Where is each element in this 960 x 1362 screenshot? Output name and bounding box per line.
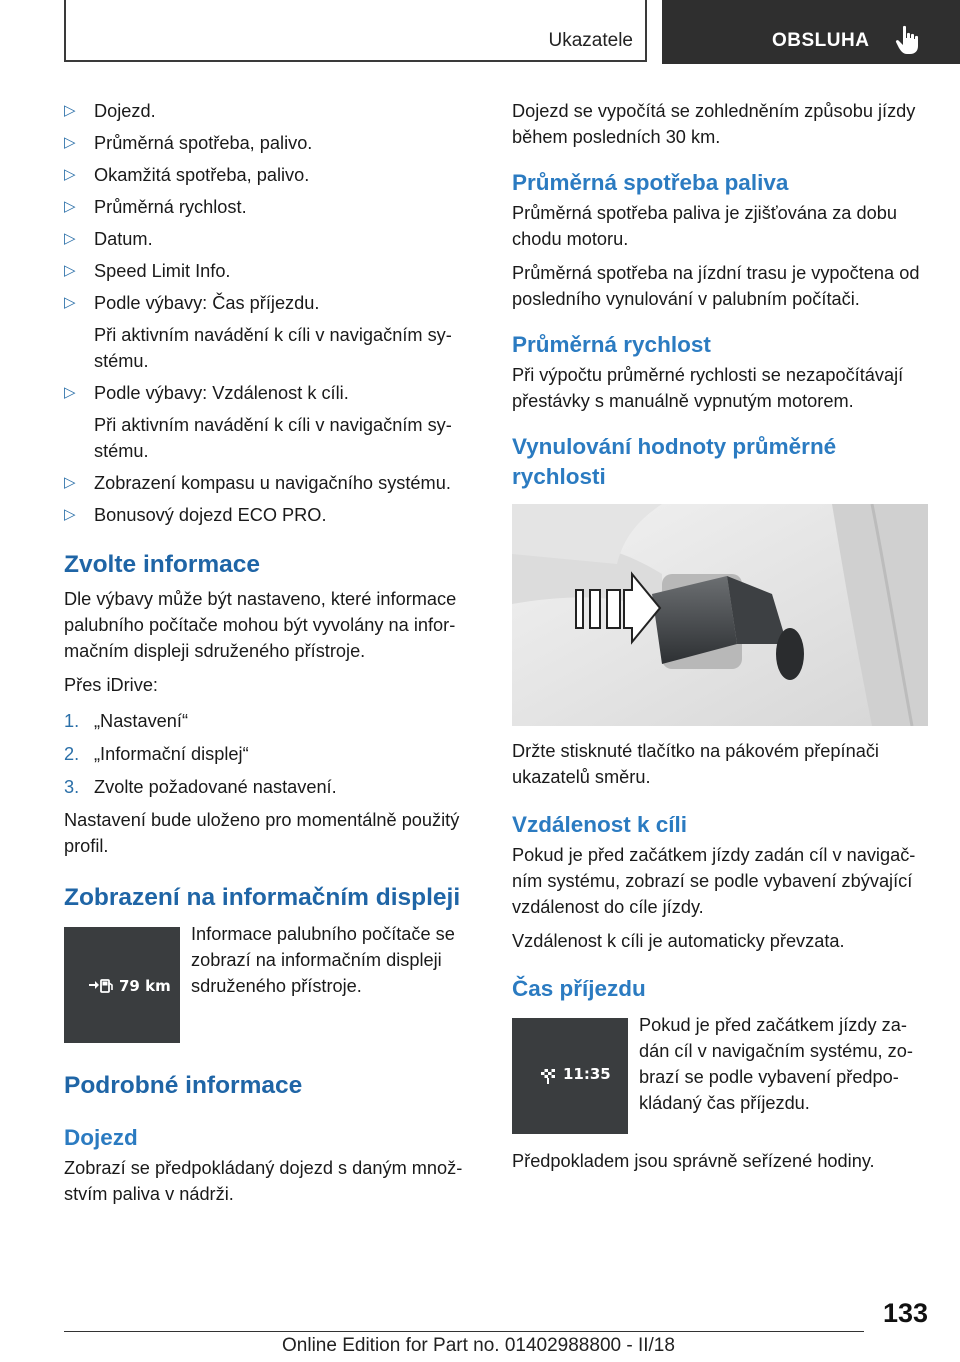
heading-vynulovani: Vynulování hodnoty průměrné rychlosti: [512, 434, 837, 489]
header-chapter-box: [662, 0, 960, 64]
list-item: ▷ Datum.: [64, 226, 484, 252]
hand-pointer-icon: [894, 24, 924, 56]
header-section-box: [64, 0, 647, 62]
list-item: ▷ Podle výbavy: Čas příjezdu. Při aktivním navádění k cíli v navigačním sy‐stému.: [64, 290, 484, 374]
list-item: 3. Zvolte požadované nastavení.: [64, 777, 337, 797]
zobrazeni-block: [64, 924, 484, 1043]
triangle-bullet-icon: ▷: [64, 384, 76, 401]
footer-edition: Online Edition for Part no. 01402988800 - II/18: [282, 1335, 675, 1356]
paragraph: Nastavení bude uloženo pro momentálně použitý profil.: [64, 810, 460, 856]
info-display-image: [64, 927, 180, 1043]
list-item-note: Při aktivním navádění k cíli v navigačním sy‐stému.: [94, 415, 452, 461]
display-arrival-time: 11:35: [563, 1065, 611, 1083]
steps-list: [64, 708, 484, 800]
fuel-range-icon: [88, 978, 114, 994]
paragraph: Informace palubního počítače se zobrazí na informačním displeji sdruženého přístroje.: [191, 924, 455, 996]
heading-prumerna-rychlost: Průměrná rychlost: [512, 332, 711, 357]
right-column: [512, 98, 930, 1174]
list-item: ▷ Průměrná spotřeba, palivo.: [64, 130, 484, 156]
info-bullet-list: [64, 98, 484, 528]
list-item: ▷ Průměrná rychlost.: [64, 194, 484, 220]
list-item: ▷ Podle výbavy: Vzdálenost k cíli. Při aktivním navádění k cíli v navigačním sy‐stému.: [64, 380, 484, 464]
list-item: 1. „Nastavení“: [64, 711, 189, 731]
list-item: ▷ Zobrazení kompasu u navigačního systému.: [64, 470, 484, 496]
cas-block: [512, 1015, 930, 1134]
paragraph: Předpokladem jsou správně seřízené hodiny.: [512, 1151, 875, 1171]
paragraph: Zobrazí se předpokládaný dojezd s daným množ‐stvím paliva v nádrži.: [64, 1158, 463, 1204]
triangle-bullet-icon: ▷: [64, 230, 76, 247]
heading-vzdalenost: Vzdálenost k cíli: [512, 812, 688, 837]
display-range-value: 79 km: [119, 977, 171, 995]
list-item: ▷ Okamžitá spotřeba, palivo.: [64, 162, 484, 188]
heading-zobrazeni: Zobrazení na informačním displeji: [64, 884, 461, 911]
paragraph: Přes iDrive:: [64, 675, 158, 695]
heading-dojezd: Dojezd: [64, 1125, 138, 1150]
triangle-bullet-icon: ▷: [64, 102, 76, 119]
paragraph: Průměrná spotřeba paliva je zjišťována za dobu chodu motoru.: [512, 203, 897, 249]
heading-podrobne: Podrobné informace: [64, 1072, 303, 1099]
footer-divider: [64, 1331, 864, 1332]
header-chapter-title: OBSLUHA: [772, 30, 870, 51]
paragraph: Dojezd se vypočítá se zohledněním způsobu jízdy během posledních 30 km.: [512, 101, 916, 147]
header-section-title: Ukazatele: [548, 30, 633, 51]
list-item: ▷ Speed Limit Info.: [64, 258, 484, 284]
triangle-bullet-icon: ▷: [64, 166, 76, 183]
paragraph: Vzdálenost k cíli je automaticky převzata.: [512, 931, 845, 951]
arrival-display-image: [512, 1018, 628, 1134]
heading-cas-prijezdu: Čas příjezdu: [512, 976, 646, 1001]
paragraph: Dle výbavy může být nastaveno, které informace palubního počítače mohou být vyvolány na infor‐mačním displeji sdruženého přístroje.: [64, 589, 457, 661]
paragraph: Pokud je před začátkem jízdy za‐dán cíl v navigačním systému, zo‐brazí se podle vybavení předpo‐kládaný čas příjezdu.: [639, 1015, 913, 1113]
heading-prumerna-spotreba: Průměrná spotřeba paliva: [512, 170, 789, 195]
paragraph: Při výpočtu průměrné rychlosti se nezapočítávají přestávky s manuálně vypnutým motorem.: [512, 365, 904, 411]
image-caption: Držte stisknuté tlačítko na pákovém přepínači ukazatelů směru.: [512, 741, 879, 787]
left-column: [64, 98, 484, 1207]
heading-zvolte-informace: Zvolte informace: [64, 551, 261, 578]
paragraph: Pokud je před začátkem jízdy zadán cíl v navigač‐ním systému, zobrazí se podle vybavení zbývající vzdálenost do cíle jízdy.: [512, 845, 916, 917]
list-item: ▷ Bonusový dojezd ECO PRO.: [64, 502, 484, 528]
list-item: ▷ Dojezd.: [64, 98, 484, 124]
indicator-lever-illustration: [512, 504, 928, 726]
list-item: 2. „Informační displej“: [64, 744, 249, 764]
triangle-bullet-icon: ▷: [64, 198, 76, 215]
list-item-note: Při aktivním navádění k cíli v navigačním sy‐stému.: [94, 325, 452, 371]
triangle-bullet-icon: ▷: [64, 474, 76, 491]
page-number: 133: [882, 1298, 928, 1328]
paragraph: Průměrná spotřeba na jízdní trasu je vypočtena od posledního vynulování v palubním počítači.: [512, 263, 920, 309]
triangle-bullet-icon: ▷: [64, 294, 76, 311]
triangle-bullet-icon: ▷: [64, 262, 76, 279]
triangle-bullet-icon: ▷: [64, 506, 76, 523]
triangle-bullet-icon: ▷: [64, 134, 76, 151]
lever-photo: [512, 504, 928, 726]
destination-flag-icon: [538, 1066, 558, 1086]
